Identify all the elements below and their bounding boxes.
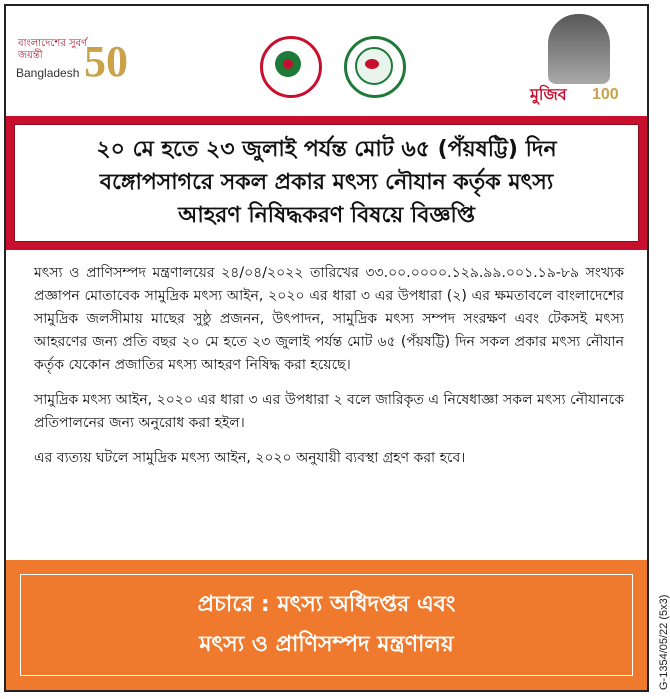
- print-code: G-1354/05/22 (5x3): [658, 594, 670, 690]
- fisheries-department-logo: [344, 36, 406, 98]
- government-seal-logo: [260, 36, 322, 98]
- mujib-word: মুজিব: [530, 85, 567, 104]
- title-box: [14, 124, 639, 242]
- title-line-3: আহরণ নিষিদ্ধকরণ বিষয়ে বিজ্ঞপ্তি: [178, 203, 475, 228]
- seal-red-dot: [283, 59, 293, 69]
- mujib-hundred: 100: [592, 86, 619, 103]
- jubilee-number: 50: [84, 37, 128, 86]
- body-paragraph-1: মৎস্য ও প্রাণিসম্পদ মন্ত্রণালয়ের ২৪/০৪/২০২২ তারিখের ৩৩.০০.০০০০.১২৯.৯৯.০০১.১৯-৮৯ সংখ্যক প্রজ্ঞাপন মোতাবেক সামুদ্রিক মৎস্য আইন, ২০২০ এর ধারা ৩ এর উপধারা (২) এর ক্ষমতাবলে বাংলাদেশের সামুদ্রিক জলসীমায় মাছের সুষ্ঠু প্রজনন, উৎপাদন, সামুদ্রিক মৎস্য সম্পদ সংরক্ষণ এবং টেকসই মৎস্য আহরণের জন্য প্রতি বছর ২০ মে হতে ২৩ জুলাই পর্যন্ত মোট ৬৫ (পঁয়ষট্টি) দিন সকল প্রকার মৎস্য নৌযান কর্তৃক যেকোন প্রজাতির মৎস্য আহরণ নিষিদ্ধ করা হয়েছে।: [34, 265, 624, 373]
- golden-jubilee-logo: [16, 30, 136, 92]
- footer-box: [20, 574, 633, 676]
- body-paragraph-3: এর ব্যত্যয় ঘটলে সামুদ্রিক মৎস্য আইন, ২০২০ অনুযায়ী ব্যবস্থা গ্রহণ করা হবে।: [34, 450, 466, 466]
- mujib-centenary-logo: [530, 12, 638, 108]
- title-line-1: ২০ মে হতে ২৩ জুলাই পর্যন্ত মোট ৬৫ (পঁয়ষট্টি) দিন: [96, 137, 557, 162]
- body-paragraph-2: সামুদ্রিক মৎস্য আইন, ২০২০ এর ধারা ৩ এর উপধারা ২ বলে জারিকৃত এ নিষেধাজ্ঞা সকল মৎস্য নৌযানকে প্রতিপালনের জন্য অনুরোধ করা হইল।: [34, 392, 624, 431]
- fisheries-red-mark: [365, 59, 379, 69]
- notice-body: [34, 262, 624, 482]
- title-band: [6, 116, 647, 250]
- footer-line-1: প্রচারে : মৎস্য অধিদপ্তর এবং: [197, 592, 456, 617]
- jubilee-bengali-text: বাংলাদেশের সুবর্ণ জয়ন্তী: [18, 38, 88, 61]
- jubilee-english-text: Bangladesh: [16, 66, 80, 80]
- portrait-image: [548, 14, 610, 84]
- title-line-2: বঙ্গোপসাগরে সকল প্রকার মৎস্য নৌযান কর্তৃক মৎস্য: [99, 170, 554, 195]
- logo-row: [6, 6, 647, 112]
- footer-band: [6, 560, 647, 690]
- footer-line-2: মৎস্য ও প্রাণিসম্পদ মন্ত্রণালয়: [199, 632, 454, 657]
